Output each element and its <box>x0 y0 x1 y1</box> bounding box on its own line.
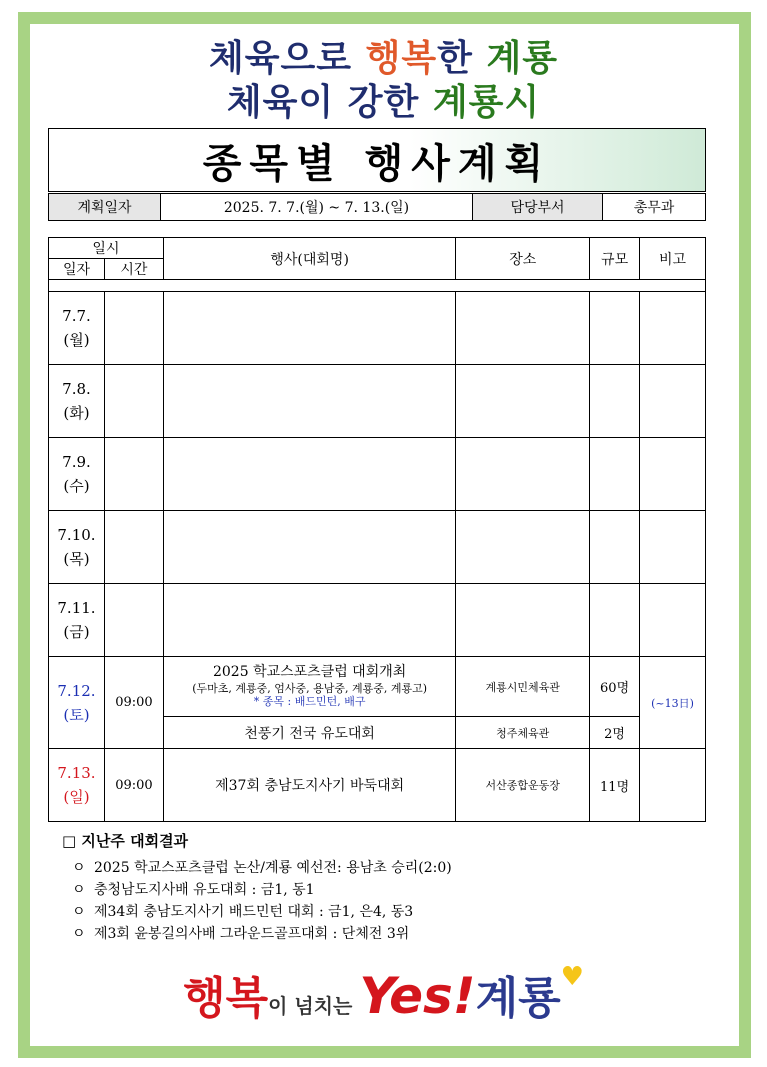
table-row <box>49 584 706 657</box>
list-item: ㅇ 제34회 충남도지사기 배드민턴 대회 : 금1, 은4, 동3 <box>72 904 414 920</box>
time-cell: 09:00 <box>104 657 163 749</box>
table-row-saturday <box>49 657 706 717</box>
table-row <box>49 511 706 584</box>
footer-slogan: 행복이 넘치는 Yes!계룡♥ <box>183 962 584 1025</box>
last-week-results <box>62 830 452 945</box>
slogan-line-2: 체육이 강한 계룡시 <box>226 82 541 123</box>
date-cell: 7.8. (화) <box>49 365 105 438</box>
title-box <box>48 128 706 192</box>
page-title: 종목별 행사계획 <box>202 140 552 187</box>
event-cell: 2025 학교스포츠클럽 대회개최 (두마초, 계룡중, 엄사중, 용남중, 계룡중, 계룡고) * 종목 : 배드민턴, 배구 <box>163 657 455 717</box>
results-header: □ 지난주 대회결과 <box>62 832 189 850</box>
header-date: 일자 <box>49 259 105 280</box>
header-place: 장소 <box>456 238 590 280</box>
dept-label: 담당부서 <box>473 194 603 221</box>
header-event: 행사(대회명) <box>163 238 455 280</box>
scale-cell: 11명 <box>590 749 640 822</box>
plan-info-table <box>48 193 706 221</box>
table-row <box>49 365 706 438</box>
table-row <box>49 438 706 511</box>
results-list <box>62 857 452 945</box>
plan-date-value: 2025. 7. 7.(월) ~ 7. 13.(일) <box>161 194 473 221</box>
date-cell: 7.9. (수) <box>49 438 105 511</box>
scale-cell: 2명 <box>590 717 640 749</box>
date-cell: 7.12. (토) <box>49 657 105 749</box>
heart-icon: ♥ <box>560 962 584 992</box>
header-scale: 규모 <box>590 238 640 280</box>
event-schedule-table <box>48 237 706 822</box>
dept-value: 총무과 <box>603 194 706 221</box>
event-cell: 천풍기 전국 유도대회 <box>163 717 455 749</box>
date-cell: 7.11. (금) <box>49 584 105 657</box>
place-cell: 서산종합운동장 <box>456 749 590 822</box>
list-item: ㅇ 제3회 윤봉길의사배 그라운드골프대회 : 단체전 3위 <box>72 926 410 942</box>
header-gap <box>49 280 706 292</box>
place-cell: 청주체육관 <box>456 717 590 749</box>
list-item: ㅇ 충청남도지사배 유도대회 : 금1, 동1 <box>72 882 315 898</box>
header-schedule: 일시 <box>49 238 164 259</box>
date-cell: 7.13. (일) <box>49 749 105 822</box>
date-cell: 7.10. (목) <box>49 511 105 584</box>
note-cell: (~13日) <box>640 657 706 749</box>
time-cell: 09:00 <box>104 749 163 822</box>
plan-date-label: 계획일자 <box>49 194 161 221</box>
list-item: ㅇ 2025 학교스포츠클럽 논산/계룡 예선전: 용남초 승리(2:0) <box>72 860 452 876</box>
event-cell: 제37회 충남도지사기 바둑대회 <box>163 749 455 822</box>
slogan-line-1: 체육으로 행복한 계룡 <box>208 38 559 79</box>
scale-cell: 60명 <box>590 657 640 717</box>
table-row-sunday <box>49 749 706 822</box>
place-cell: 계룡시민체육관 <box>456 657 590 717</box>
table-row <box>49 292 706 365</box>
header-time: 시간 <box>104 259 163 280</box>
header-note: 비고 <box>640 238 706 280</box>
date-cell: 7.7. (월) <box>49 292 105 365</box>
